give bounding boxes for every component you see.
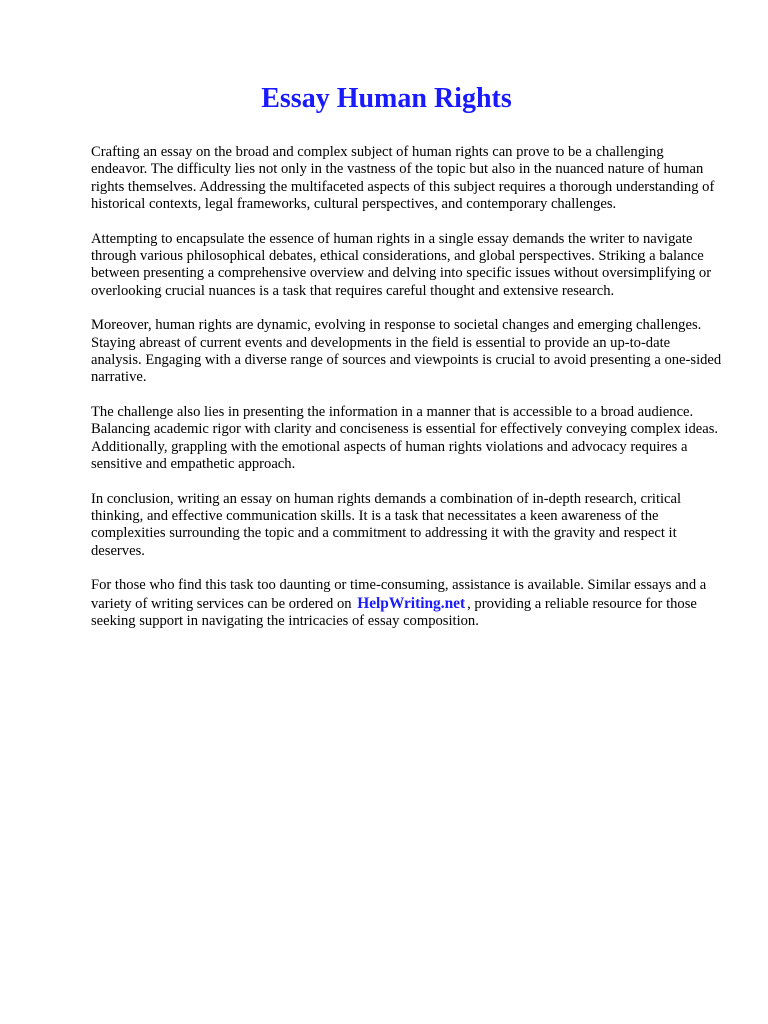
paragraph-1: Crafting an essay on the broad and complex subject of human rights can prove to be a challenging endeavor. The difficulty lies not only in the vastness of the topic but also in the nuanced nature of human rights themselves. Addressing the multifaceted aspects of this subject requires a thorough understanding of historical contexts, legal frameworks, cultural perspectives, and contemporary challenges. <box>91 144 715 213</box>
paragraph-6 <box>91 577 722 630</box>
paragraph-2: Attempting to encapsulate the essence of human rights in a single essay demands the writer to navigate through various philosophical debates, ethical considerations, and global perspectives. Striking a balance between presenting a comprehensive overview and delving into specific issues without oversimplifying or overlooking crucial nuances is a task that requires careful thought and extensive research. <box>91 230 712 299</box>
document-title: Essay Human Rights <box>261 83 512 114</box>
paragraph-4: The challenge also lies in presenting the information in a manner that is accessible to a broad audience. Balancing academic rigor with clarity and conciseness is essential for effectively conveying complex ideas. Additionally, grappling with the emotional aspects of human rights violations and advocacy requires a sensitive and empathetic approach. <box>91 403 719 473</box>
paragraph-6-before-link: For those who find this task too daunting or time-consuming, assistance is available. Similar essays and a variety of writing services can be ordered on <box>91 577 707 612</box>
paragraph-3: Moreover, human rights are dynamic, evolving in response to societal changes and emerging challenges. Staying abreast of current events and developments in the field is essential to provide an up-to-date analysis. Engaging with a diverse range of sources and viewpoints is crucial to avoid presenting a one-sided narrative. <box>91 317 722 386</box>
paragraph-6-after-link: , providing a reliable resource for those seeking support in navigating the intricacies of essay composition. <box>91 595 697 629</box>
helpwriting-link[interactable]: HelpWriting.net <box>357 594 466 612</box>
paragraph-5: In conclusion, writing an essay on human rights demands a combination of in-depth research, critical thinking, and effective communication skills. It is a task that necessitates a keen awareness of the complexities surrounding the topic and a commitment to addressing it with the gravity and respect it deserves. <box>91 490 682 559</box>
